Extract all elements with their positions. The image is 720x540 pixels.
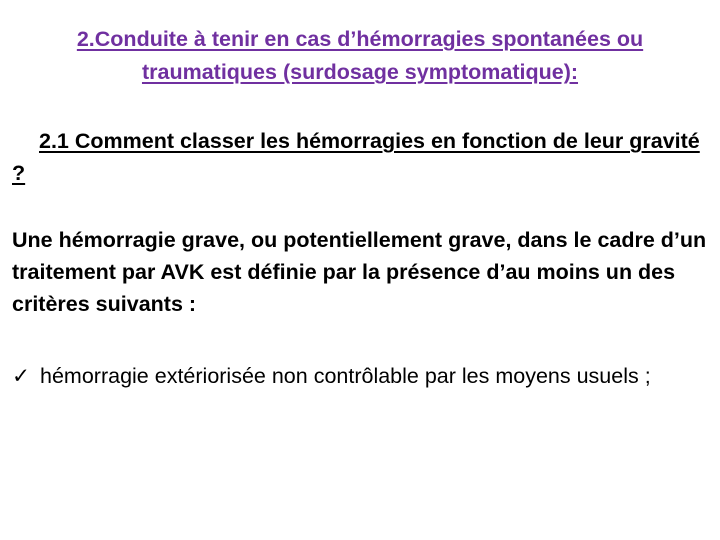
definition-paragraph: Une hémorragie grave, ou potentiellement grave, dans le cadre d’un traitement par AVK est définie par la présence d’au moins un des critères suivants : bbox=[12, 228, 707, 316]
check-icon: ✓ bbox=[12, 364, 31, 388]
criterion-text: hémorragie extériorisée non contrôlable par les moyens usuels ; bbox=[40, 364, 651, 388]
slide-title-line-1: 2.Conduite à tenir en cas d’hémorragies spontanées ou bbox=[76, 27, 644, 51]
criterion-list-item bbox=[12, 360, 712, 392]
slide-title-line-2: traumatiques (surdosage symptomatique): bbox=[141, 60, 579, 84]
section-heading: 2.1 Comment classer les hémorragies en fonction de leur gravité ? bbox=[12, 129, 700, 185]
slide-title bbox=[20, 23, 700, 89]
